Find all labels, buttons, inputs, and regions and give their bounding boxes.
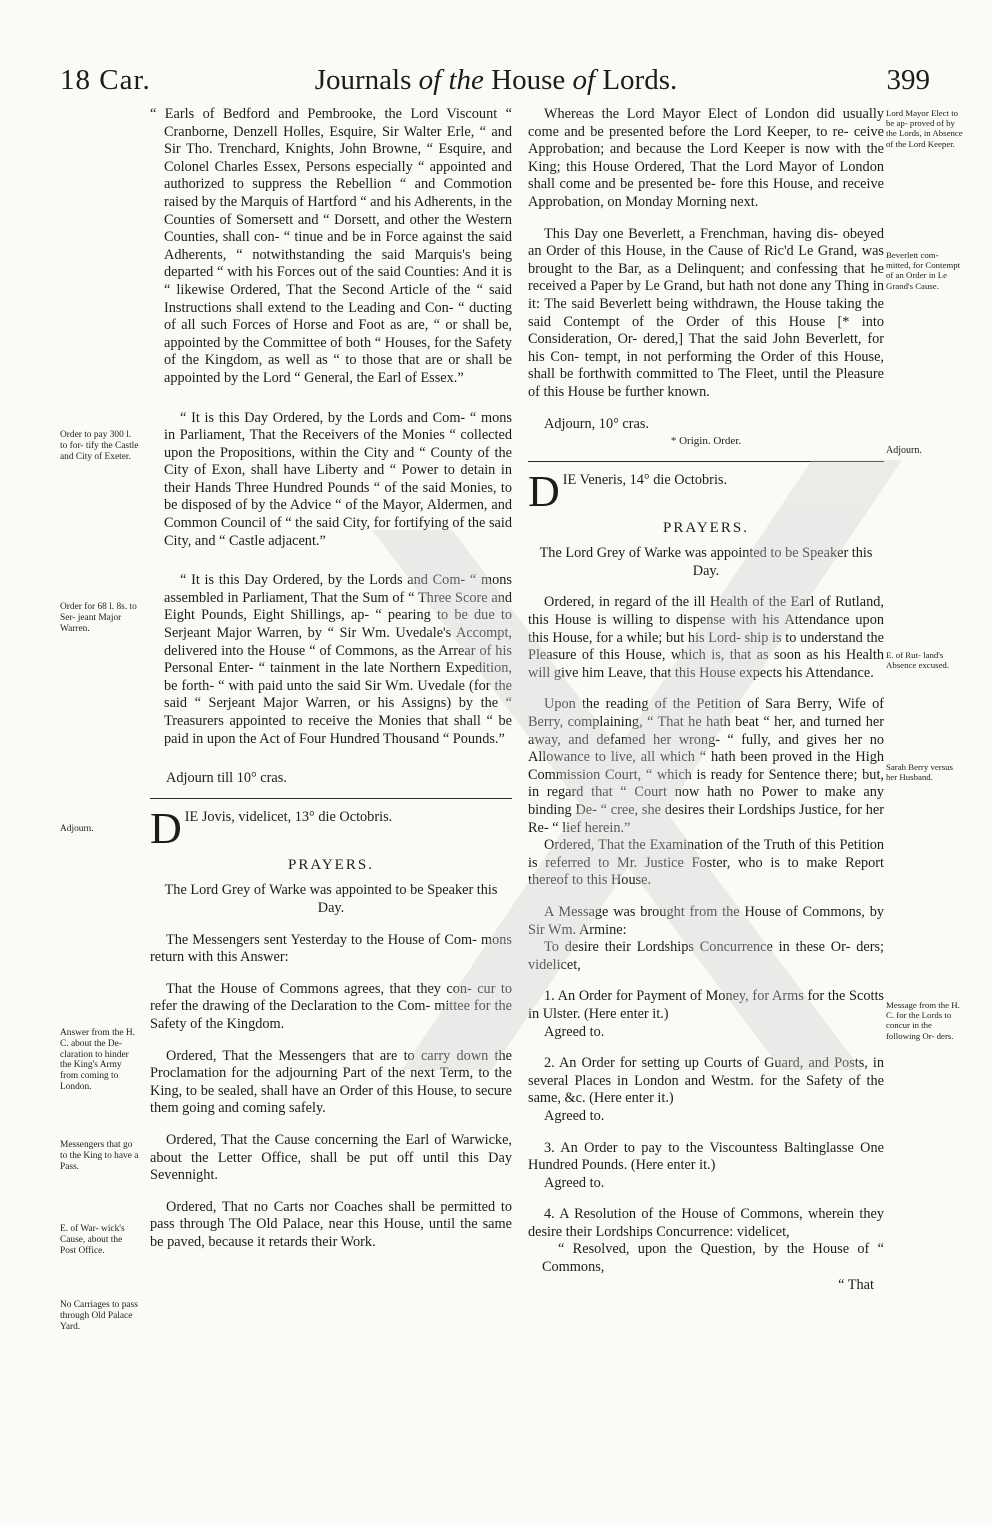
paragraph: That the House of Commons agrees, that they con- cur to refer the drawing of the Declaration to the Com- mittee for the Safety of the Kingdom. [150,980,512,1032]
agreed-line: Agreed to. [544,1174,605,1191]
margin-note: Order to pay 300 l. to for- tify the Castle and City of Exeter. [60,430,139,462]
margin-note: Beverlett com- mitted, for Contempt of an Order in Le Grand's Cause. [886,250,961,291]
page-number: 399 [886,64,930,96]
prayers-heading: PRAYERS. [663,519,749,536]
order-item: 1. An Order for Payment of Money, for Arms for the Scotts in Ulster. (Here enter it.) [528,988,884,1022]
agreed-line: Agreed to. [544,1023,605,1040]
margin-note: E. of Rut- land's Absence excused. [886,650,950,671]
paragraph: Ordered, in regard of the ill Health of the Earl of Rutland, this House is willing to dispense with his Attendance upon this House, for a while; but his Lord- ship is to understand the Pleasure of this House, which is, that as soon as his Health will give him Leave, that this House expects his Attendance. [528,594,884,681]
paragraph: Ordered, That the Cause concerning the Earl of Warwicke, about the Letter Office, shall be put off until this Day Sevennight. [150,1131,512,1184]
paragraph: This Day one Beverlett, a Frenchman, having dis- obeyed an Order of this House, in the Cause of Ric'd Le Grand, was brought to the Bar, as a Delinquent; and confessing that he received a Paper by Le Grand, but hath not done any Thing in it: The said Beverlett being withdrawn, the House taking the said Contempt of the Order of this House [* into Consideration, Or- dered,] That the said John Beverlett, for his Con- tempt, in not performing the Order of this House, shall be forthwith committed to The Fleet, until the Pleasure of this House be further known. [528,225,884,400]
speaker-line: The Lord Grey of Warke was appointed to be Speaker this Day. [539,545,873,579]
catchword: “ That [838,1276,874,1293]
margin-note: Lord Mayor Elect to be ap- proved of by the Lords, in Absence of the Lord Keeper. [886,108,963,149]
paragraph: “ It is this Day Ordered, by the Lords and Com- “ mons in Parliament, That the Receivers of the Monies “ collected upon the Propositions, within the City and “ County of the City of Exon, shall have Liberty and “ Power to detain in their Hands Three Hundred Pounds “ of the said Monies, to be disposed of by the Advice “ of the Mayor, Aldermen, and Common Council of “ the said City, for fortifying of the said City, and “ Castle adjacent.” [164,409,512,549]
order-item: 2. An Order for setting up Courts of Guard, and Posts, in several Places in London and Westm. for the Safety of the same, &c. (Here enter it.) [528,1055,884,1107]
order-item: 4. A Resolution of the House of Commons, wherein they desire their Lordships Concurrence: videlicet, [528,1206,884,1240]
paragraph: Whereas the Lord Mayor Elect of London did usually come and be presented before the Lord Keeper, to re- ceive Approbation; and because the Lord Keeper is now with the King; this House Ordered, That the Lord Mayor of London shall come and be presented be- fore this House, and receive Approbation, on Monday Morning next. [528,106,884,210]
agreed-line: Agreed to. [544,1107,605,1124]
prayers-heading: PRAYERS. [288,856,374,873]
footnote: * Origin. Order. [670,435,742,448]
section-rule [150,798,512,799]
day-heading-text: IE Jovis, videlicet, 13° die Octobris. [184,808,393,825]
margin-note: Messengers that go to the King to have a Pass. [60,1140,139,1172]
speaker-line: The Lord Grey of Warke was appointed to be Speaker this Day. [164,882,498,916]
margin-note: No Carriages to pass through Old Palace Yard. [60,1300,138,1332]
running-head-title: Journals of the House of Lords. [314,64,678,96]
paragraph: “ Earls of Bedford and Pembrooke, the Lord Viscount “ Cranborne, Denzell Holles, Esquire, Sir Walter Erle, “ and Sir Tho. Trenchard, Knights, John Browne, “ Esquire, and Colonel Charles Essex, Persons especially “ appointed and authorized to suppress the Rebellion “ and Commotion raised by the Marquis of Hartford “ and his Adherents, in the Counties of Somersett and “ Dorsett, and other the Western Counties, shall con- “ tinue and be in Force against the said Adherents, “ notwithstanding the said Marquis's being departed “ with his Forces out of the said Counties: And it is “ likewise Ordered, That the Second Article of the “ said Instructions shall extend to the Leading and Con- “ ducting of all such Forces of Horse and Foot as are, “ or shall be, appointed by the Committee of both “ Houses, for the Safety of the Kingdom, as well as “ to those that are or shall be appointed by the Lord “ General, the Earl of Essex.” [150,106,512,386]
margin-note: Order for 68 l. 8s. to Ser- jeant Major Warren. [60,602,137,634]
left-column [150,106,512,1251]
section-rule [528,461,884,462]
margin-note: Adjourn. [60,824,94,834]
paragraph: Upon the reading of the Petition of Sara Berry, Wife of Berry, complaining, “ That he hath beat “ her, and turned her away, and defamed her wrong- “ fully, and gives her no Allowance to live, all which “ hath been proved in the High Commission Court, “ which is ready for Sentence there; but, in regard that “ Court now hath no Power to make any binding De- “ cree, she desires their Lordships Justice, for her Re- “ lief herein.” [528,696,884,836]
drop-cap: D [150,803,182,853]
margin-note: Sarah Berry versus her Husband. [886,762,953,783]
paragraph: The Messengers sent Yesterday to the House of Com- mons return with this Answer: [150,931,512,966]
margin-note: Message from the H. C. for the Lords to concur in the following Or- ders. [886,1000,960,1041]
margin-note: E. of War- wick's Cause, about the Post Office. [60,1224,125,1256]
day-heading [150,803,512,853]
margin-note: Answer from the H. C. about the De- claration to hinder the King's Army from coming to London. [60,1028,135,1092]
margin-note: Adjourn. [886,445,922,456]
day-heading [528,466,884,516]
paragraph: Ordered, That the Messengers that are to carry down the Proclamation for the adjourning Part of the next Term, to the King, to be sealed, shall have an Order of this House, to secure them going and coming safely. [150,1047,512,1117]
right-column [528,106,884,1294]
paragraph: Ordered, That the Examination of the Truth of this Petition is referred to Mr. Justice Foster, who is to make Report thereof to this House. [528,837,884,889]
adjourn-line: Adjourn till 10° cras. [166,770,287,787]
day-heading-text: IE Veneris, 14° die Octobris. [562,471,728,488]
quoted-resolution: “ Resolved, upon the Question, by the House of “ Commons, [542,1241,884,1276]
running-head-left: 18 Car. [60,64,151,96]
paragraph: Ordered, That no Carts nor Coaches shall be permitted to pass through The Old Palace, near this House, until the same be paved, because it retards their Work. [150,1198,512,1250]
paragraph: To desire their Lordships Concurrence in these Or- ders; videlicet, [528,939,884,973]
order-item: 3. An Order to pay to the Viscountess Baltinglasse One Hundred Pounds. (Here enter it.) [528,1139,884,1174]
paragraph: A Message was brought from the House of Commons, by Sir Wm. Armine: [528,903,884,938]
adjourn-line: Adjourn, 10° cras. [544,415,649,432]
paragraph: “ It is this Day Ordered, by the Lords and Com- “ mons assembled in Parliament, That the Sum of “ Three Score and Eight Pounds, Eight Shillings, ap- “ pearing to be due to Serjeant Major Warren, by “ Sir Wm. Uvedale's Accompt, delivered into the House “ of Commons, as the Arrear of his Personal Enter- “ tainment in the late Northern Expedition, be forth- “ with paid unto the said Sir Wm. Uvedale (for the said “ Serjeant Major Warren, or his Assigns) by the “ Treasurers appointed to receive the Monies that shall “ be paid in upon the Act of Four Hundred Thousand “ Pounds.” [164,572,512,747]
drop-cap: D [528,466,560,516]
